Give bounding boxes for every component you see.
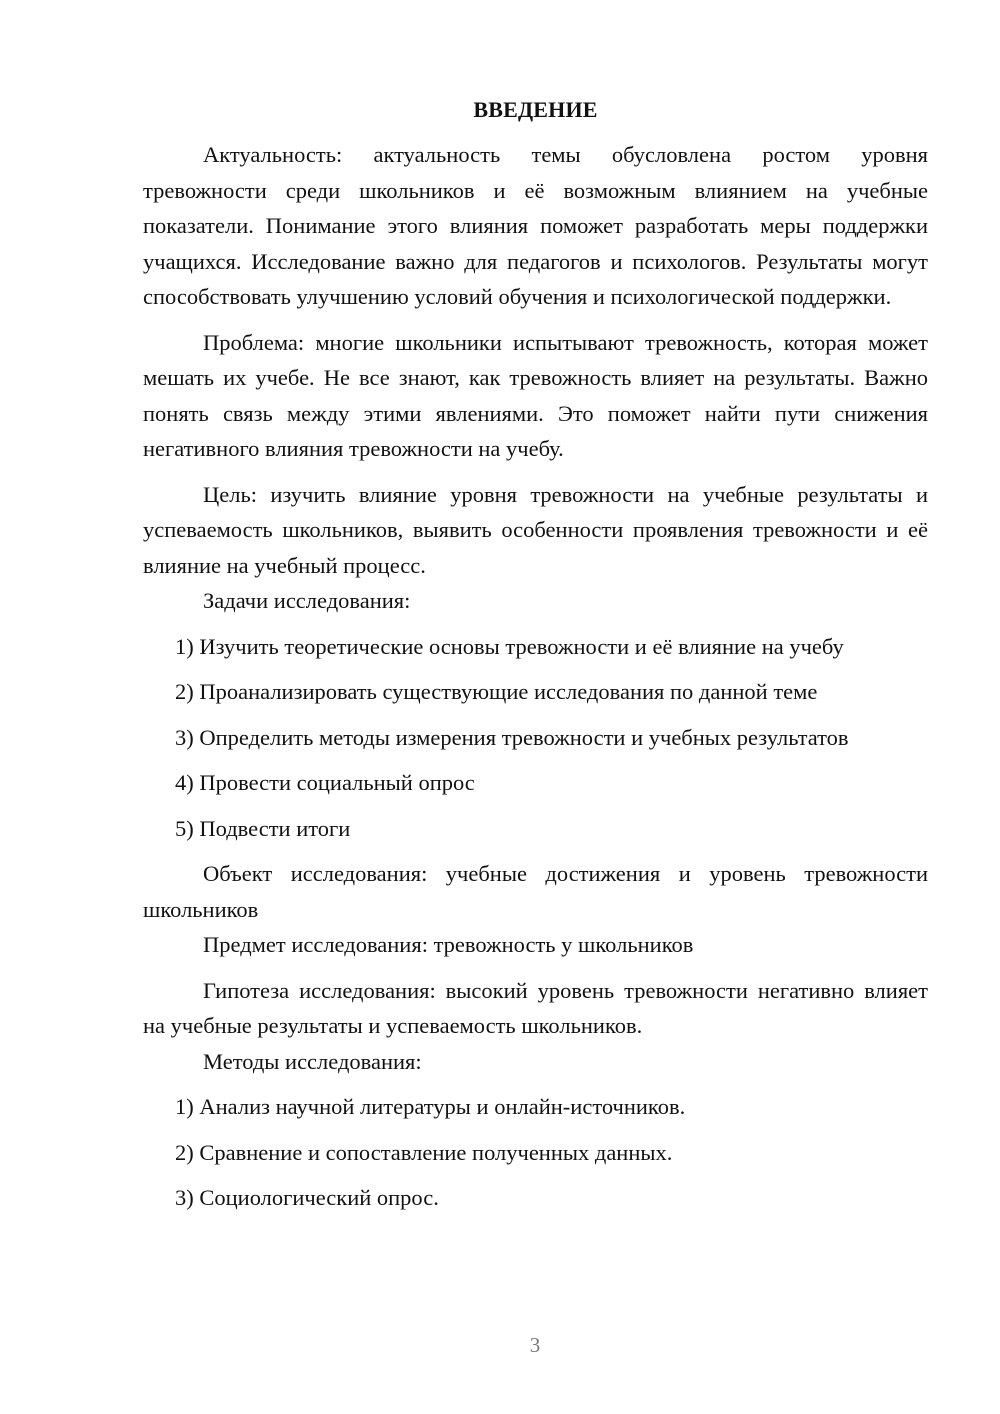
subject-paragraph: Предмет исследования: тревожность у школьников	[203, 932, 694, 957]
section-title: ВВЕДЕНИЕ	[473, 97, 598, 122]
object-paragraph: Объект исследования: учебные достижения и уровень тревожности школьников	[143, 861, 928, 922]
hypothesis-paragraph: Гипотеза исследования: высокий уровень тревожности негативно влияет на учебные результаты и успеваемость школьников.	[143, 977, 928, 1038]
list-item: 5) Подвести итоги	[175, 815, 351, 841]
page-number: 3	[529, 1333, 541, 1357]
tasks-heading: Задачи исследования:	[203, 588, 411, 613]
list-item: 3) Определить методы измерения тревожности и учебных результатов	[175, 724, 849, 750]
methods-list	[143, 1089, 928, 1216]
list-item: 4) Провести социальный опрос	[175, 770, 475, 795]
problem-paragraph: Проблема: многие школьники испытывают тревожность, которая может мешать их учебе. Не все знают, как тревожность влияет на результаты. Важно понять связь между этими явлениями. Это поможет найти пути снижения негативного влияния тревожности на учебу.	[143, 329, 928, 461]
list-item: 1) Анализ научной литературы и онлайн-источников.	[175, 1094, 686, 1119]
list-item: 2) Проанализировать существующие исследования по данной теме	[175, 679, 818, 704]
list-item: 1) Изучить теоретические основы тревожности и её влияние на учебу	[175, 633, 844, 659]
relevance-paragraph: Актуальность: актуальность темы обусловлена ростом уровня тревожности среди школьников и её возможным влиянием на учебные показатели. Понимание этого влияния поможет разработать меры поддержки учащихся. Исследование важно для педагогов и психологов. Результаты могут способствовать улучшению условий обучения и психологической поддержки.	[143, 142, 928, 309]
list-item: 3) Социологический опрос.	[175, 1185, 439, 1210]
list-item: 2) Сравнение и сопоставление полученных данных.	[175, 1139, 673, 1165]
goal-paragraph: Цель: изучить влияние уровня тревожности на учебные результаты и успеваемость школьников, выявить особенности проявления тревожности и её влияние на учебный процесс.	[143, 481, 928, 578]
page-content	[143, 94, 928, 1226]
tasks-list	[143, 629, 928, 847]
methods-heading: Методы исследования:	[203, 1048, 422, 1074]
